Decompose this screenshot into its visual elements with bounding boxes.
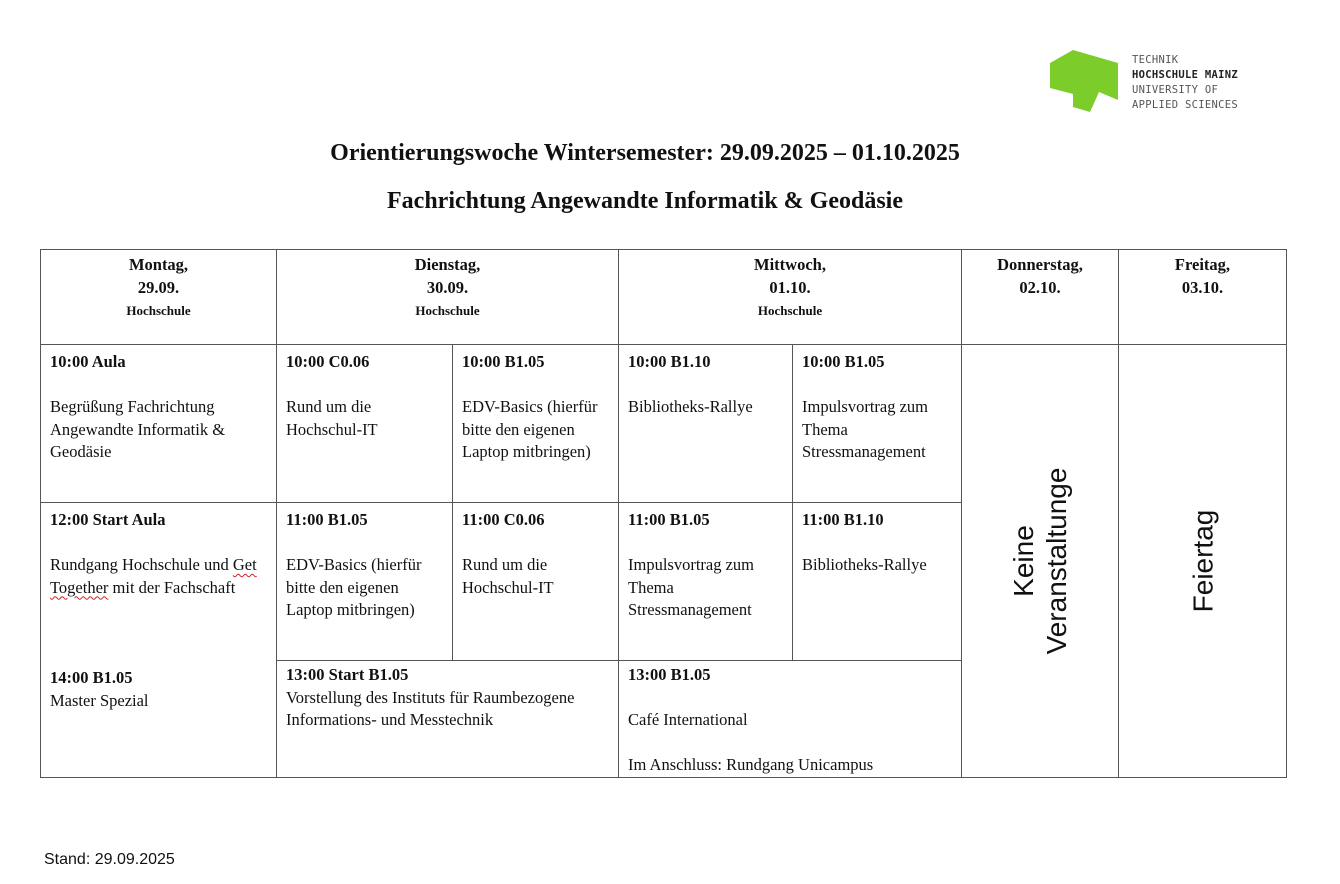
day-location: Hochschule bbox=[415, 303, 480, 318]
slot-row-10 bbox=[41, 345, 1287, 503]
thursday-note-line1: Keine bbox=[1008, 524, 1039, 597]
day-header-thursday bbox=[962, 250, 1119, 345]
logo-line-technik: TECHNIK bbox=[1132, 54, 1179, 66]
event-description: Begrüßung Fachrichtung Angewandte Informatik & Geodäsie bbox=[50, 397, 226, 461]
event-description-part: Get Together bbox=[50, 555, 257, 597]
day-header-monday bbox=[41, 250, 277, 345]
event-cell-tue-1000-b bbox=[453, 345, 619, 503]
event-time: 13:00 Start B1.05 bbox=[286, 665, 409, 684]
event-description-2: Im Anschluss: Rundgang Unicampus bbox=[628, 755, 874, 774]
event-time: 11:00 B1.05 bbox=[628, 510, 710, 529]
day-date: 30.09. bbox=[426, 277, 469, 297]
friday-note: Feiertag bbox=[1187, 509, 1218, 613]
event-time: 10:00 Aula bbox=[50, 352, 126, 371]
page-subtitle: Fachrichtung Angewandte Informatik & Geodäsie bbox=[387, 188, 903, 214]
thursday-note-cell bbox=[962, 345, 1119, 778]
event-cell-mon-1000 bbox=[41, 345, 277, 503]
event-cell-tue-1000-a bbox=[277, 345, 453, 503]
event-time: 11:00 B1.10 bbox=[802, 510, 884, 529]
thursday-note-line2: Veranstaltunge bbox=[1041, 467, 1072, 655]
day-name: Montag, bbox=[128, 255, 189, 274]
event-time: 11:00 C0.06 bbox=[462, 510, 545, 529]
event-description: Rund um die Hochschul-IT bbox=[286, 397, 378, 439]
event-cell-tue-1100-a bbox=[277, 503, 453, 661]
logo-line-university: UNIVERSITY OF bbox=[1132, 84, 1219, 96]
day-date: 01.10. bbox=[769, 277, 811, 297]
event-time: 13:00 B1.05 bbox=[628, 665, 711, 684]
event-cell-tue-1300 bbox=[277, 661, 619, 778]
event-time: 12:00 Start Aula bbox=[50, 510, 166, 529]
schedule-table bbox=[40, 249, 1287, 778]
logo-line-hochschule: HOCHSCHULE MAINZ bbox=[1132, 69, 1238, 81]
event-cell-tue-1100-b bbox=[453, 503, 619, 661]
event-cell-wed-1000-a bbox=[619, 345, 793, 503]
day-name: Dienstag, bbox=[414, 255, 481, 274]
status-date: Stand: 29.09.2025 bbox=[44, 851, 175, 868]
event-description: EDV-Basics (hierfür bitte den eigenen Laptop mitbringen) bbox=[462, 397, 598, 461]
event-time: 10:00 C0.06 bbox=[286, 352, 370, 371]
event-description-part: Rundgang Hochschule und bbox=[50, 555, 233, 574]
event-description: Rund um die Hochschul-IT bbox=[462, 555, 554, 597]
day-name: Donnerstag, bbox=[997, 255, 1083, 274]
event-time: 10:00 B1.05 bbox=[802, 352, 885, 371]
day-name: Freitag, bbox=[1174, 255, 1231, 274]
day-date: 02.10. bbox=[1019, 277, 1061, 297]
friday-note-cell bbox=[1119, 345, 1287, 778]
event-description bbox=[50, 554, 267, 599]
day-date: 03.10. bbox=[1181, 277, 1224, 297]
event-description: Bibliotheks-Rallye bbox=[628, 397, 753, 416]
day-header-tuesday bbox=[277, 250, 619, 345]
day-name: Mittwoch, bbox=[754, 255, 826, 274]
logo-wordmark bbox=[1132, 53, 1238, 113]
event-cell-wed-1000-b bbox=[793, 345, 962, 503]
event-cell-wed-1100-b bbox=[793, 503, 962, 661]
university-logo bbox=[1050, 50, 1260, 114]
header-row bbox=[41, 250, 1287, 345]
event-time: 10:00 B1.10 bbox=[628, 352, 711, 371]
day-date: 29.09. bbox=[137, 277, 180, 297]
event-cell-mon-1200 bbox=[41, 503, 277, 778]
day-location: Hochschule bbox=[126, 303, 191, 318]
event-time: 14:00 B1.05 bbox=[50, 668, 133, 687]
event-cell-wed-1100-a bbox=[619, 503, 793, 661]
event-cell-wed-1300 bbox=[619, 661, 962, 778]
event-time: 10:00 B1.05 bbox=[462, 352, 545, 371]
logo-mark-icon bbox=[1050, 50, 1120, 114]
event-description: Vorstellung des Instituts für Raumbezogene Informations- und Messtechnik bbox=[286, 687, 575, 729]
event-description: Café International bbox=[628, 710, 748, 729]
event-description: Master Spezial bbox=[50, 690, 149, 710]
event-description: Impulsvortrag zum Thema Stressmanagement bbox=[802, 397, 929, 461]
event-description: Bibliotheks-Rallye bbox=[802, 555, 927, 574]
event-time: 11:00 B1.05 bbox=[286, 510, 368, 529]
event-description: EDV-Basics (hierfür bitte den eigenen Laptop mitbringen) bbox=[286, 555, 422, 619]
day-header-wednesday bbox=[619, 250, 962, 345]
logo-line-applied: APPLIED SCIENCES bbox=[1132, 99, 1238, 111]
event-description-part: mit der Fachschaft bbox=[108, 577, 236, 597]
thursday-note bbox=[1007, 467, 1073, 654]
page-title: Orientierungswoche Wintersemester: 29.09.2025 – 01.10.2025 bbox=[330, 140, 960, 166]
day-header-friday bbox=[1119, 250, 1287, 345]
day-location: Hochschule bbox=[757, 303, 823, 318]
event-description: Impulsvortrag zum Thema Stressmanagement bbox=[628, 555, 755, 619]
